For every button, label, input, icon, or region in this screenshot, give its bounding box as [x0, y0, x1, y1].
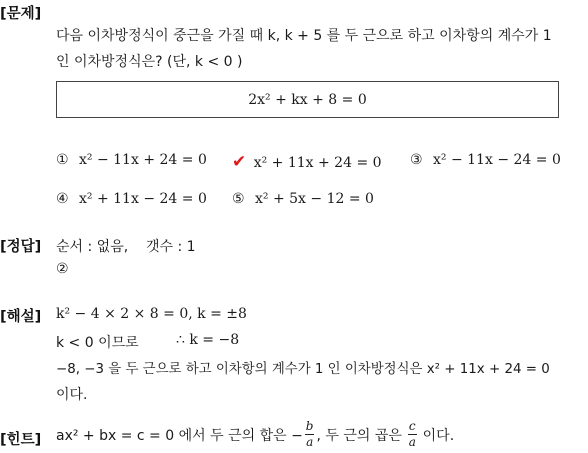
choice-4-text: x² + 11x − 24 = 0 [79, 191, 207, 207]
equation-box [56, 81, 559, 118]
hint-frac2-denominator: a [408, 435, 416, 449]
explanation-line4: 이다. [56, 387, 88, 403]
hint-part3: 이다. [422, 427, 455, 444]
choice-1-marker: ① [56, 152, 69, 168]
choice-3-text: x² − 11x − 24 = 0 [433, 152, 561, 168]
answer-info: 순서 : 없음, 갯수 : 1 [56, 239, 196, 255]
explanation-line3: −8, −3 을 두 근으로 하고 이차항의 계수가 1 인 이차방정식은 x² + 11x + 24 = 0 [56, 362, 550, 377]
hint-fraction-product [408, 419, 417, 450]
explanation-label: [해설] [0, 309, 42, 325]
hint-text [56, 416, 454, 453]
question-label: [문제] [0, 6, 42, 22]
choice-5-text: x² + 5x − 12 = 0 [255, 191, 374, 207]
choice-1[interactable] [56, 152, 207, 168]
explanation-line2b: ∴ k = −8 [176, 332, 240, 348]
hint-frac2-numerator: c [408, 419, 416, 433]
answer-label: [정답] [0, 239, 42, 255]
hint-label: [힌트] [0, 432, 42, 448]
hint-frac1-denominator: a [306, 435, 314, 449]
hint-part1: ax² + bx = c = 0 에서 두 근의 합은 − [56, 427, 303, 444]
check-mark-icon: ✔ [232, 152, 247, 172]
choice-3-marker: ③ [410, 152, 423, 168]
choice-2[interactable] [232, 152, 382, 172]
question-text-line1: 다음 이차방정식이 중근을 가질 때 k, k + 5 를 두 근으로 하고 이차항의 계수가 1 [56, 28, 552, 44]
choice-3[interactable] [410, 152, 561, 168]
hint-part2: , 두 근의 곱은 [316, 427, 402, 444]
choice-4[interactable] [56, 191, 207, 207]
choice-4-marker: ④ [56, 191, 69, 207]
hint-frac1-numerator: b [305, 419, 314, 433]
choice-1-text: x² − 11x + 24 = 0 [79, 152, 207, 168]
choice-2-text: x² + 11x + 24 = 0 [253, 155, 382, 171]
hint-fraction-sum [305, 419, 315, 450]
explanation-line1: k² − 4 × 2 × 8 = 0, k = ±8 [56, 306, 247, 322]
given-equation: 2x² + kx + 8 = 0 [248, 91, 367, 108]
question-text-line2: 인 이차방정식은? (단, k < 0 ) [56, 54, 243, 70]
answer-value: ② [56, 261, 69, 277]
choice-5-marker: ⑤ [232, 191, 245, 207]
explanation-line2a: k < 0 이므로 [56, 335, 139, 351]
choice-5[interactable] [232, 191, 374, 207]
